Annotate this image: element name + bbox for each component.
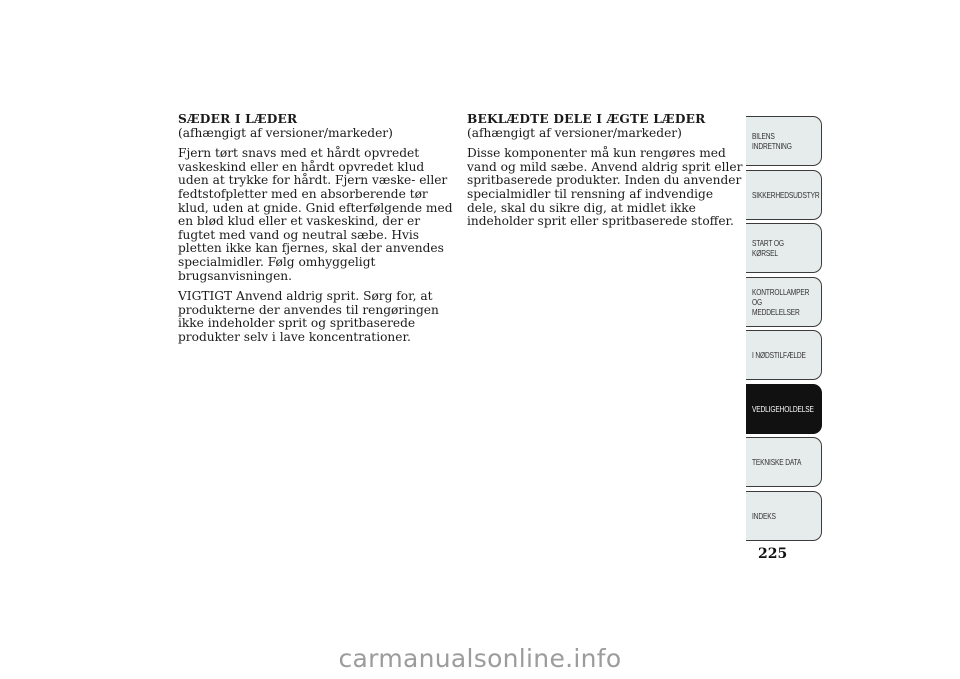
right-column <box>467 113 745 236</box>
tab-sikkerhedsudstyr[interactable] <box>746 170 822 220</box>
tab-start-og-korsel[interactable] <box>746 223 822 273</box>
tab-label: KONTROLLAMPER OG MEDDELELSER <box>752 286 810 317</box>
body-paragraph: Fjern tørt snavs med et hårdt opvredet vaskeskind eller en hårdt opvredet klud uden at trykke for hårdt. Fjern væske- eller fedtstofpletter med en absorberende tør klud, uden at gnide. Gnid efterfølgende med en blød klud eller et vaskeskind, der er fugtet med vand og neutral sæbe. Hvis pletten ikke kan fjernes, skal der anvendes specialmidler. Følg omhyggeligt brugsanvisningen. <box>178 146 453 283</box>
tab-label: I NØDSTILFÆLDE <box>752 350 806 360</box>
tab-vedligeholdelse[interactable] <box>746 384 822 434</box>
tab-kontrollamper[interactable] <box>746 277 822 327</box>
chapter-tabs <box>746 116 822 544</box>
body-paragraph: Disse komponenter må kun rengøres med vand og mild sæbe. Anvend aldrig sprit eller spritbaserede produkter. Inden du anvender specialmidler til rensning af indvendige dele, skal du sikre dig, at midlet ikke indeholder sprit eller spritbaserede stoffer. <box>467 146 743 229</box>
tab-indeks[interactable] <box>746 491 822 541</box>
tab-label: INDEKS <box>752 510 776 521</box>
tab-label: SIKKERHEDSUDSTYR <box>752 189 820 200</box>
left-column <box>178 113 456 352</box>
section-subheading: (afhængigt af versioner/markeder) <box>178 125 393 140</box>
warning-paragraph: VIGTIGT Anvend aldrig sprit. Sørg for, at produkterne der anvendes til rengøringen ikke indeholder sprit og spritbaserede produkter selv i lave koncentrationer. <box>178 289 439 344</box>
tab-i-nodstilfaelde[interactable] <box>746 330 822 380</box>
section-subheading: (afhængigt af versioner/markeder) <box>467 125 682 140</box>
tab-label: BILENS INDRETNING <box>752 131 792 151</box>
tab-tekniske-data[interactable] <box>746 437 822 487</box>
tab-bilens-indretning[interactable] <box>746 116 822 166</box>
section-heading-leather-trim: BEKLÆDTE DELE I ÆGTE LÆDER <box>467 112 706 126</box>
tab-label: TEKNISKE DATA <box>752 457 802 467</box>
watermark: carmanualsonline.info <box>338 644 622 673</box>
section-heading-leather-seats: SÆDER I LÆDER <box>178 112 298 126</box>
tab-label: VEDLIGEHOLDELSE <box>752 403 814 414</box>
tab-label: START OG KØRSEL <box>752 238 784 258</box>
page-number: 225 <box>758 546 788 562</box>
